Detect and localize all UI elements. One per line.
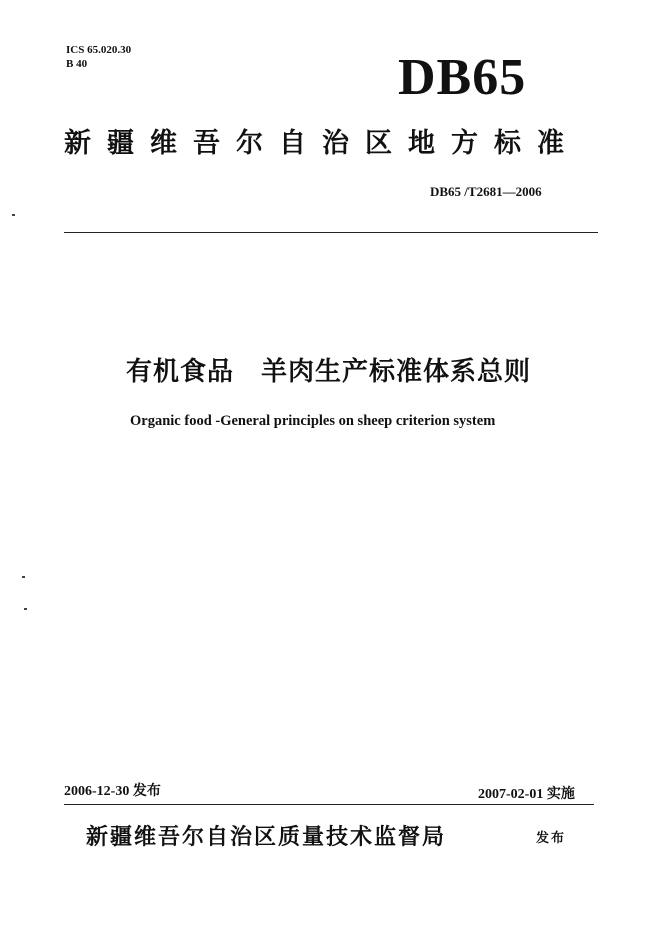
top-divider <box>64 232 598 233</box>
publisher-name: 新疆维吾尔自治区质量技术监督局 <box>86 825 447 850</box>
standard-category: 新疆维吾尔自治区地方标准 <box>64 128 580 159</box>
issue-date: 2006-12-30 发布 <box>64 784 161 799</box>
standard-logo: DB65 <box>398 49 527 106</box>
scan-speck <box>12 214 15 216</box>
ccs-code: B 40 <box>66 58 88 70</box>
scan-speck <box>22 576 25 578</box>
scan-speck <box>24 608 27 610</box>
title-english: Organic food -General principles on sheep criterion system <box>130 413 496 429</box>
standard-number: DB65 /T2681—2006 <box>430 184 542 199</box>
publish-label: 发布 <box>536 831 567 846</box>
ics-code: ICS 65.020.30 <box>66 44 132 56</box>
bottom-divider <box>64 804 594 805</box>
implementation-date: 2007-02-01 实施 <box>478 787 575 802</box>
title-chinese: 有机食品 羊肉生产标准体系总则 <box>126 357 532 387</box>
